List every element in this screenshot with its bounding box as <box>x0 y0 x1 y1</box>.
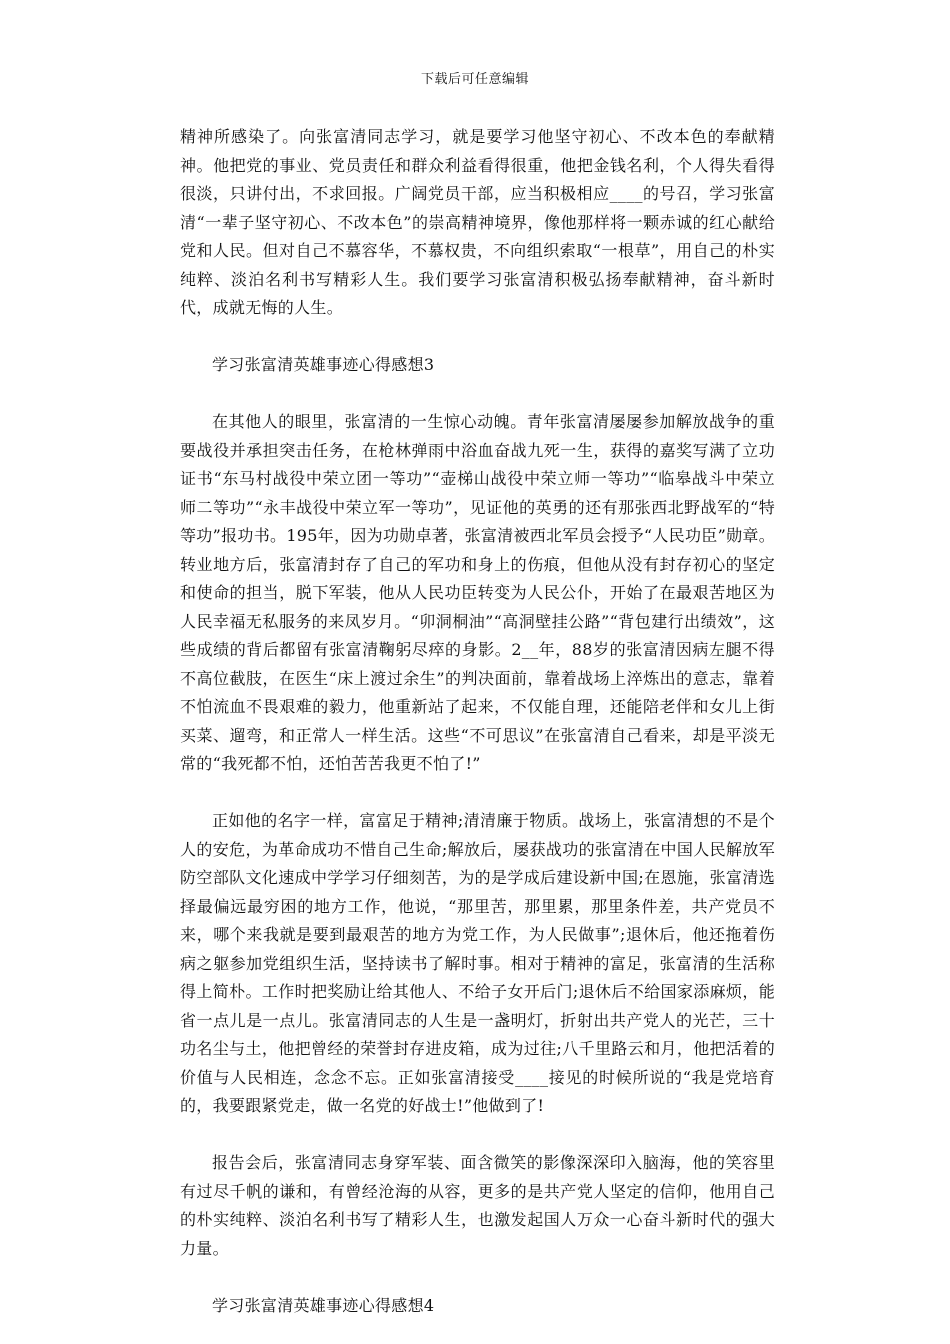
paragraph-2: 正如他的名字一样，富富足于精神;清清廉于物质。战场上，张富清想的不是个人的安危，为革命成功不惜自己生命;解放后，屡获战功的张富清在中国人民解放军防空部队文化速成中学学习仔细刻苦，为的是学成后建设新中国;在恩施，张富清选择最偏远最穷困的地方工作，他说，“那里苦，那里累，那里条件差，共产党员不来，哪个来我就是要到最艰苦的地方为党工作，为人民做事”;退休后，他还拖着伤病之躯参加党组织生活，坚持读书了解时事。相对于精神的富足，张富清的生活称得上简朴。工作时把奖励让给其他人、不给子女开后门;退休后不给国家添麻烦，能省一点儿是一点儿。张富清同志的人生是一盏明灯，折射出共产党人的光芒，三十功名尘与土，他把曾经的荣誉封存进皮箱，成为过往;八千里路云和月，他把活着的价值与人民相连，念念不忘。正如张富清接受____接见的时候所说的“我是党培育的，我要跟紧党走，做一名党的好战士!”他做到了! <box>180 811 775 1115</box>
paragraph-3: 报告会后，张富清同志身穿军装、面含微笑的影像深深印入脑海，他的笑容里有过尽千帆的谦和，有曾经沧海的从容，更多的是共产党人坚定的信仰，他用自己的朴实纯粹、淡泊名利书写了精彩人生，也激发起国人万众一心奋斗新时代的强大力量。 <box>180 1153 775 1258</box>
page-header: 下载后可任意编辑 <box>420 72 529 87</box>
paragraph-1: 在其他人的眼里，张富清的一生惊心动魄。青年张富清屡屡参加解放战争的重要战役并承担突击任务，在枪林弹雨中浴血奋战九死一生，获得的嘉奖写满了立功证书“东马村战役中荣立团一等功”“壶梯山战役中荣立师一等功”“临皋战斗中荣立师二等功”“永丰战役中荣立军一等功”，见证他的英勇的还有那张西北野战军的“特等功”报功书。195年，因为功勋卓著，张富清被西北军员会授予“人民功臣”勋章。转业地方后，张富清封存了自己的军功和身上的伤痕，但他从没有封存初心的坚定和使命的担当，脱下军装，他从人民功臣转变为人民公仆，开始了在最艰苦地区为人民幸福无私服务的来凤岁月。“卯洞桐油”“高洞壁挂公路”“背包建行出绩效”，这些成绩的背后都留有张富清鞠躬尽瘁的身影。2__年，88岁的张富清因病左腿不得不高位截肢，在医生“床上渡过余生”的判决面前，靠着战场上淬炼出的意志，靠着不怕流血不畏艰难的毅力，他重新站了起来，不仅能自理，还能陪老伴和女儿上街买菜、遛弯，和正常人一样生活。这些“不可思议”在张富清自己看来，却是平淡无常的“我死都不怕，还怕苦苦我更不怕了!” <box>180 412 775 773</box>
document-body <box>180 123 775 1320</box>
paragraph-gap <box>180 1263 775 1292</box>
paragraph-gap <box>180 380 775 409</box>
paragraph-continued: 精神所感染了。向张富清同志学习，就是要学习他坚守初心、不改本色的奉献精神。他把党的事业、党员责任和群众利益看得很重，他把金钱名利，个人得失看得很淡，只讲付出，不求回报。广阔党员干部，应当积极相应____的号召，学习张富清“一辈子坚守初心、不改本色”的崇高精神境界，像他那样将一颗赤诚的红心献给党和人民。但对自己不慕容华，不慕权贵，不向组织索取“一根草”，用自己的朴实纯粹、淡泊名利书写精彩人生。我们要学习张富清积极弘扬奉献精神，奋斗新时代，成就无悔的人生。 <box>180 127 775 317</box>
section-heading-4: 学习张富清英雄事迹心得感想4 <box>212 1295 435 1315</box>
paragraph-gap <box>180 1121 775 1150</box>
paragraph-gap <box>180 323 775 352</box>
paragraph-gap <box>180 779 775 808</box>
section-heading-3: 学习张富清英雄事迹心得感想3 <box>212 355 435 374</box>
